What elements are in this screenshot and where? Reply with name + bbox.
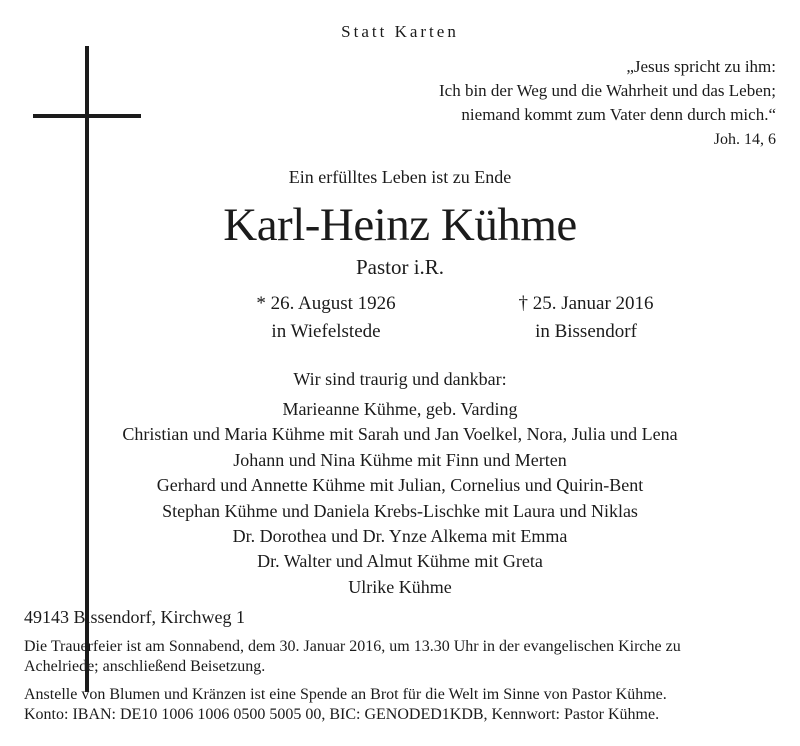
address: 49143 Bissendorf, Kirchweg 1 bbox=[24, 607, 245, 627]
birth-place: in Wiefelstede bbox=[271, 321, 381, 342]
quote-line: „Jesus spricht zu ihm: bbox=[626, 57, 776, 76]
quote-line: Ich bin der Weg und die Wahrheit und das Leben; bbox=[438, 81, 776, 100]
death-info bbox=[471, 290, 701, 346]
family-member: Dr. Dorothea und Dr. Ynze Alkema mit Emma bbox=[232, 526, 568, 547]
thanks-line: Wir sind traurig und dankbar: bbox=[293, 369, 507, 389]
cross-icon-horizontal-bar bbox=[33, 114, 141, 118]
family-list bbox=[0, 397, 800, 600]
quote-line: niemand kommt zum Vater denn durch mich.“ bbox=[461, 105, 776, 124]
birth-date: * 26. August 1926 bbox=[256, 293, 396, 314]
family-member: Stephan Kühme und Daniela Krebs-Lischke mit Laura und Niklas bbox=[162, 500, 638, 521]
deceased-name: Karl-Heinz Kühme bbox=[223, 199, 577, 251]
statt-karten-header: Statt Karten bbox=[341, 22, 459, 41]
intro-line: Ein erfülltes Leben ist zu Ende bbox=[288, 167, 512, 187]
family-member: Christian und Maria Kühme mit Sarah und Jan Voelkel, Nora, Julia und Lena bbox=[122, 424, 678, 445]
family-member: Dr. Walter und Almut Kühme mit Greta bbox=[257, 551, 543, 572]
funeral-line: Die Trauerfeier ist am Sonnabend, dem 30. Januar 2016, um 13.30 Uhr in der evangelischen Kirche zu bbox=[24, 638, 681, 655]
donation-line: Anstelle von Blumen und Kränzen ist eine Spende an Brot für die Welt im Sinne von Pastor Kühme. bbox=[24, 686, 667, 703]
donation-line: Konto: IBAN: DE10 1006 1006 0500 5005 00, BIC: GENODED1KDB, Kennwort: Pastor Kühme. bbox=[24, 706, 660, 723]
family-member: Gerhard und Annette Kühme mit Julian, Cornelius und Quirin-Bent bbox=[156, 475, 644, 496]
donation-info bbox=[24, 685, 780, 725]
deceased-title: Pastor i.R. bbox=[355, 255, 445, 279]
family-member: Ulrike Kühme bbox=[348, 576, 452, 597]
funeral-line: Achelriede; anschließend Beisetzung. bbox=[24, 658, 266, 675]
quote-reference: Joh. 14, 6 bbox=[713, 131, 776, 148]
bible-quote bbox=[439, 55, 776, 127]
funeral-info bbox=[24, 637, 780, 677]
birth-info bbox=[211, 290, 441, 346]
family-member: Marieanne Kühme, geb. Varding bbox=[282, 399, 518, 419]
death-date: † 25. Januar 2016 bbox=[518, 293, 654, 314]
death-place: in Bissendorf bbox=[535, 321, 637, 342]
family-member: Johann und Nina Kühme mit Finn und Merten bbox=[233, 449, 567, 470]
